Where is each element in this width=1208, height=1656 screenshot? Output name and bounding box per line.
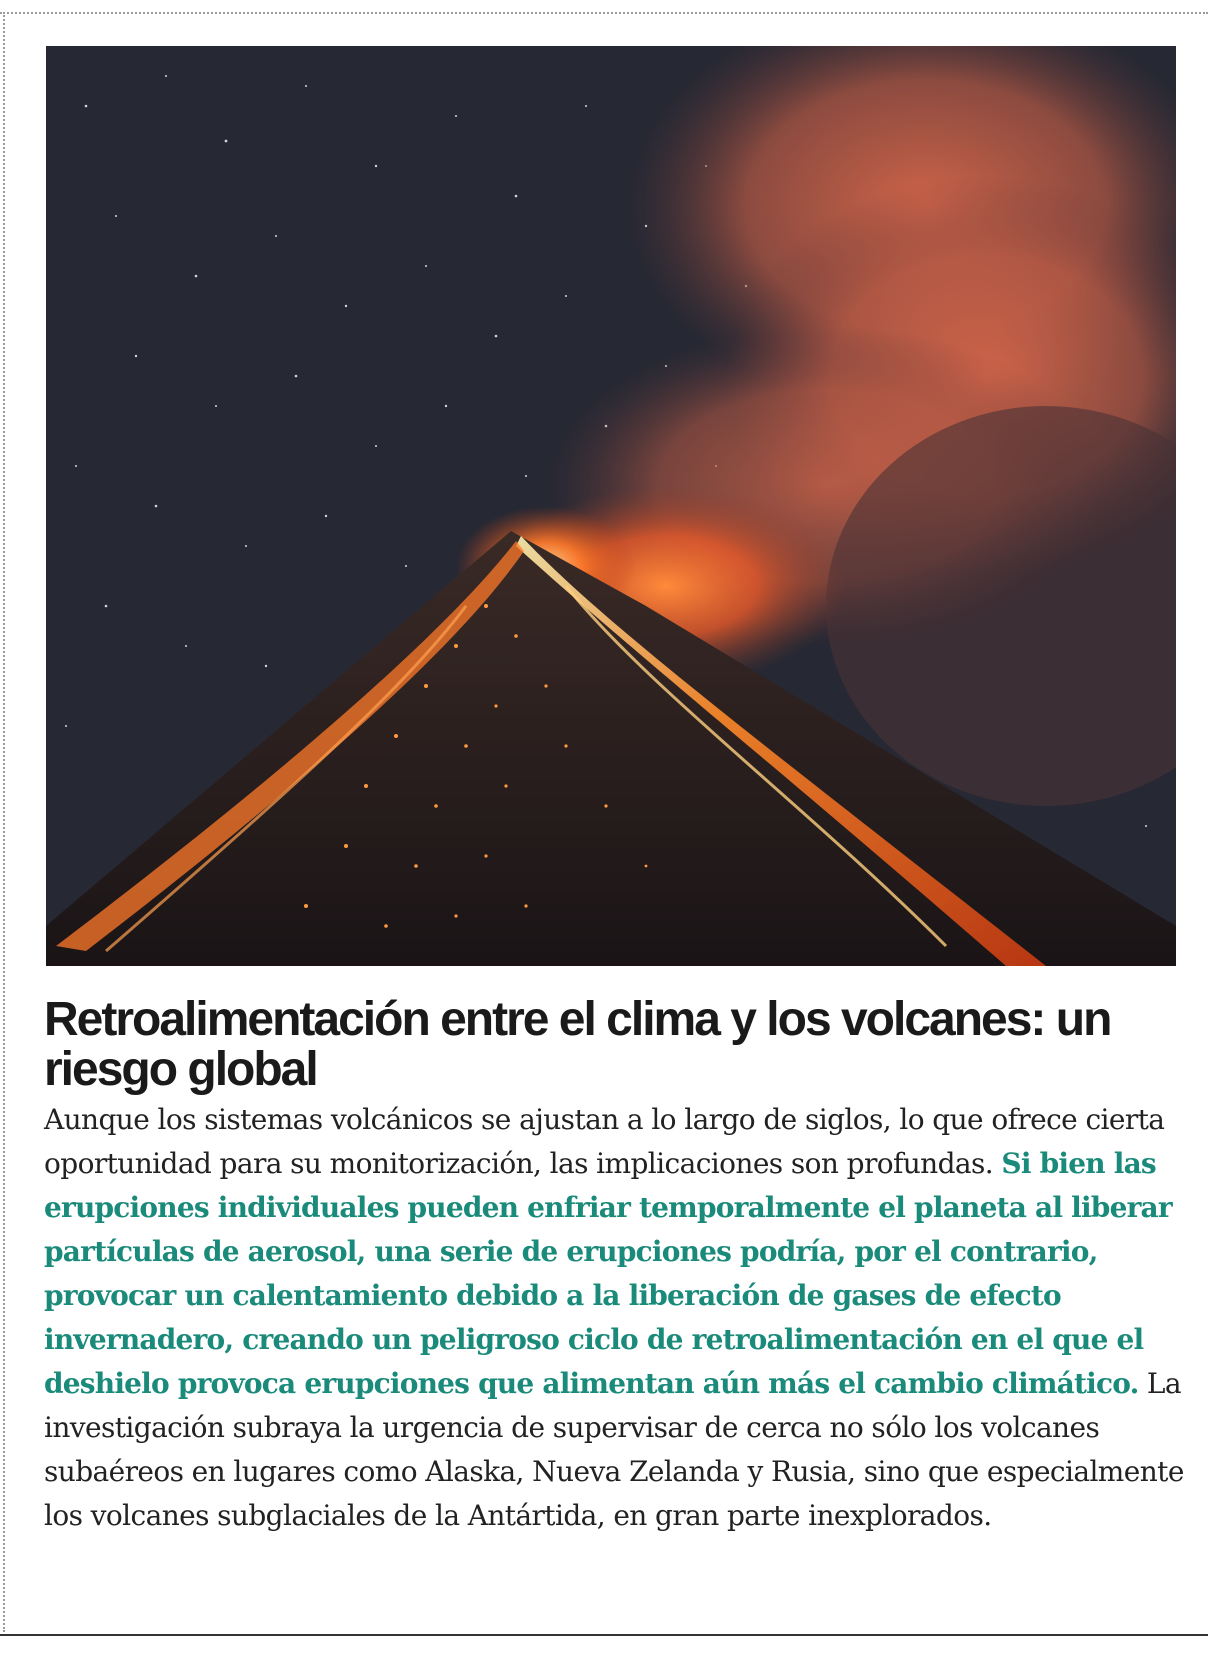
body-lead: Aunque los sistemas volcánicos se ajustan a lo largo de siglos, lo que ofrece cierta oportunidad para su monitorización, las implicaciones son profundas. [44,1103,1165,1180]
page-top-border [0,12,1208,14]
page-left-border [3,12,5,1632]
article-body [44,1098,1194,1538]
volcano-photo [46,46,1176,966]
body-highlight: Si bien las erupciones individuales pueden enfriar temporalmente el planeta al liberar partículas de aerosol, una serie de erupciones podría, por el contrario, provocar un calentamiento debido a la liberación de gases de efecto invernadero, creando un peligroso ciclo de retroalimentación en el que el deshielo provoca erupciones que alimentan aún más el cambio climático. [44,1147,1172,1400]
article-headline: Retroalimentación entre el clima y los volcanes: un riesgo global [44,993,1111,1096]
page-bottom-rule [0,1634,1208,1636]
body-tail: La investigación subraya la urgencia de supervisar de cerca no sólo los volcanes subaéreos en lugares como Alaska, Nueva Zelanda y Rusia, sino que especialmente los volcanes subglaciales de la Antártida, en gran parte inexplorados. [44,1367,1184,1532]
